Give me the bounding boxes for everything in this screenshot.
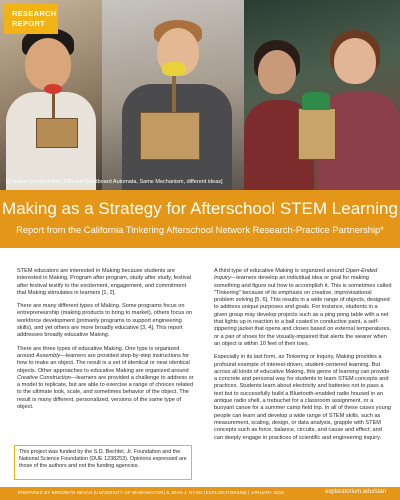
term-open-ended-inquiry: Open-Ended Inquiry	[214, 268, 378, 282]
photo-caption: [Creative Construction: Different Cardboard Automata, Same Mechanism, different ideas]	[6, 179, 223, 185]
photo-women-with-automata	[244, 0, 400, 190]
left-paragraph-2: There are many different types of Making. Some programs focus on entrepreneurship (making products to bring to market), others focus on workforce development (primarily programs to support engineering skills), and yet others are more broadly educative [3, 4]. This report addresses broadly educative Making.	[17, 303, 193, 339]
funding-note-box: This project was funded by the S.D. Bechtel, Jr. Foundation and the National Science Foundation (DUE 1238253). Opinions expressed are those of the authors and not the funding agencies.	[14, 445, 192, 480]
right-paragraph-2: Especially in its last form, as Tinkering or Inquiry, Making provides a profound example of interest-driven, student-centered learning. But across all kinds of educative Making, this genre of learning can provide a concrete and personal way for students to learn STEM concepts and practices. Students learn about electricity and batteries not to pass a test but to successfully build a Bluetooth-enabled radio housed in an antique radio shell, a trebuchet for a classroom assignment, or a buoyant canoe for a summer camp field trip. In all of these cases young people can learn and develop a wide range of STEM skills, such as measurement, scaling, design, or data analysis, grapple with STEM concepts such as force, balance, circuits, and cause and effect; and can deeply engage in practices of scientific and engineering inquiry.	[214, 354, 391, 441]
left-column	[17, 268, 195, 417]
title-band	[0, 190, 400, 248]
hero-photo-strip	[0, 0, 400, 190]
footer-credit: PREPARED BY BRONWYN BEVAN (UNIVERSITY OF WASHINGTON) & JEAN J. RYOO (EXPLORATORIUM) | JANUARY 2016	[18, 490, 284, 495]
right-column	[214, 268, 392, 448]
footer-url-link[interactable]: exploratorium.edu/stan	[324, 489, 386, 495]
badge-line-1: RESEARCH	[12, 9, 57, 18]
right-paragraph-1: A third type of educative Making is organized around Open-Ended Inquiry—learners develop an individual idea or goal for making something and figure out how to accomplish it. This is sometimes called "Tinkering" because of its emphasis on creative, improvisational problem solving [5, 6]. This results in a wide range of objects, designed to address unique purposes and goals. For instance, students in a given group may develop projects such as a ping pong table with a net that lights up in reaction to a ball coated in conductive paint, a self-zippering jacket that opens and closes based on external temperatures, or a pair of shoes for the visually-impaired that alerts the wearer when an object is within 10 feet of their toes.	[214, 268, 392, 347]
footer-bar	[0, 487, 400, 500]
term-creative-construction: Creative Construction	[17, 374, 71, 381]
photo-kid-with-automaton	[102, 0, 244, 190]
badge-line-2: REPORT	[12, 19, 46, 28]
research-report-badge	[4, 4, 58, 34]
report-title: Making as a Strategy for Afterschool STEM Learning	[2, 199, 398, 218]
term-assembly: Assembly	[35, 352, 61, 359]
left-paragraph-1: STEM educators are interested in Making because students are interested in Making. Program after program, study after study, festival after festival testify to the excitement, engagement, and commitment that Making stimulates in learners [1, 2].	[17, 268, 191, 296]
report-subtitle: Report from the California Tinkering Afterschool Network Research-Practice Partnership*	[16, 224, 384, 235]
left-paragraph-3: There are three types of educative Making. One type is organized around Assembly—learners are provided step-by-step instructions for how to make an object. The result is a set of identical or near identical objects. Other approaches to educative Making are organized around Creative Construction—learners are provided a challenge to address or a model to replicate, but are able to exercise a range of choices related to the ultimate look, scale, and sometimes behavior of the object. The result is many different, personalized, versions of the same type of object.	[17, 345, 194, 411]
